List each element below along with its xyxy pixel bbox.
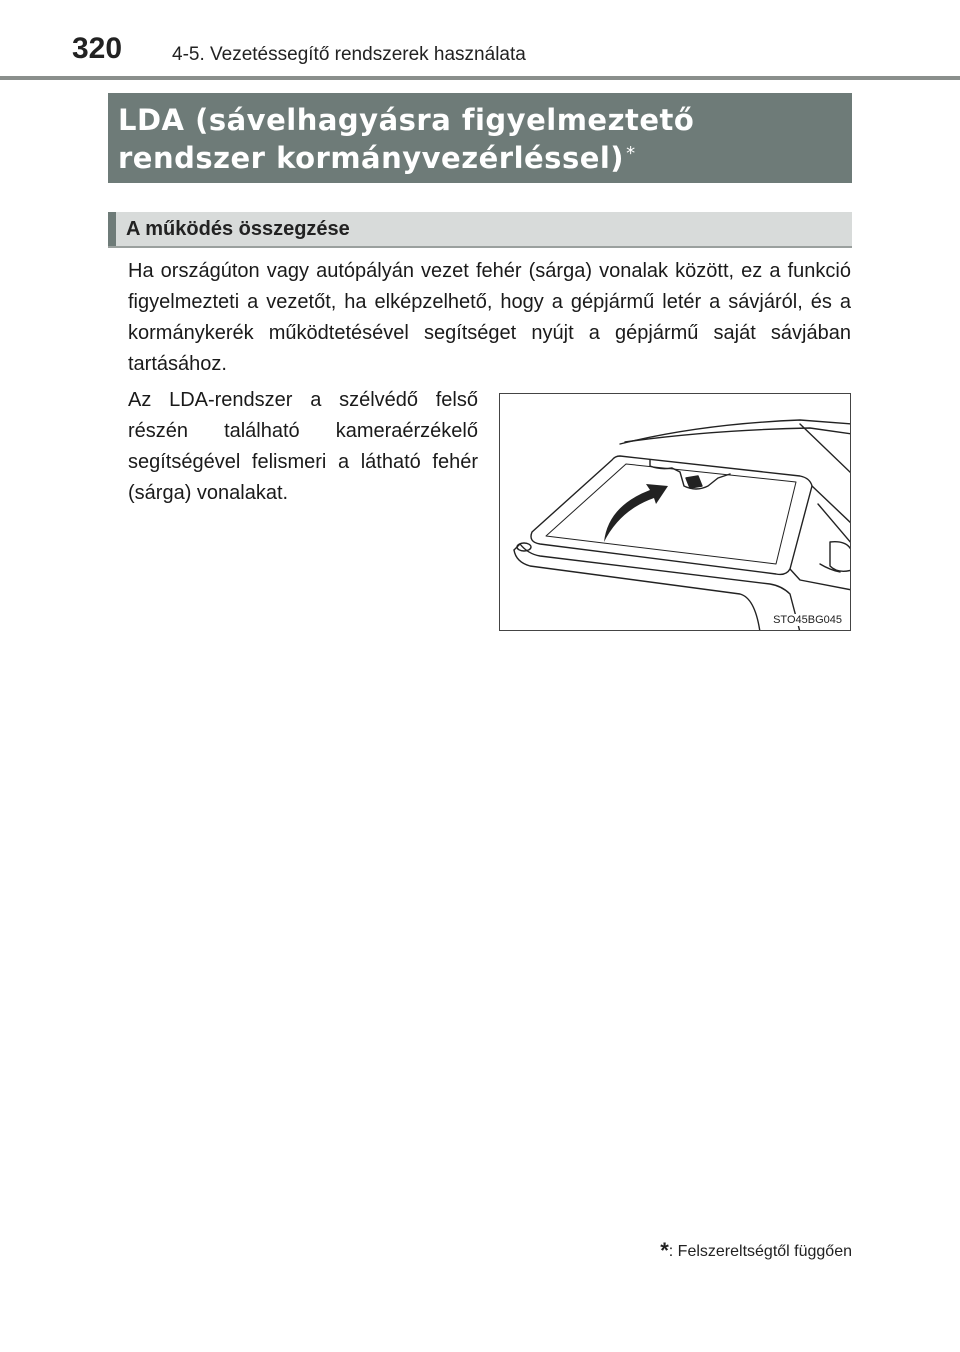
subsection-header <box>108 212 852 248</box>
section-reference: 4-5. Vezetéssegítő rendszerek használata <box>172 44 526 65</box>
body-paragraph-1: Ha országúton vagy autópályán vezet fehér (sárga) vonalak között, ez a funkció figyelmezteti a vezetőt, ha elképzelhető, hogy a gépjármű letér a sávjáról, és a kormánykerék működtetésével segítséget nyújt a gépjármű saját sávjában tartásához. <box>128 260 851 375</box>
figure-code: STO45BG045 <box>773 614 842 626</box>
arrow-icon <box>604 484 668 542</box>
footnote-marker: * <box>660 1238 669 1263</box>
windshield-camera-illustration <box>499 393 851 631</box>
footnote <box>660 1238 852 1264</box>
subsection-accent-bar <box>108 212 116 246</box>
body-paragraph-2: Az LDA-rendszer a szélvédő felső részén található kameraérzékelő segítségével felismeri a látható fehér (sárga) vonalakat. <box>128 389 478 504</box>
footnote-text: : Felszereltségtől függően <box>668 1243 852 1260</box>
windshield-illustration-svg <box>500 394 851 631</box>
section-title-text: LDA (sávelhagyásra figyelmeztető rendszer kormányvezérléssel) <box>118 103 695 175</box>
availability-marker: * <box>626 143 636 164</box>
section-title-box <box>108 93 852 183</box>
page-number: 320 <box>72 32 123 65</box>
section-title <box>118 101 848 177</box>
header-divider <box>0 76 960 80</box>
subsection-title: A működés összegzése <box>126 218 350 240</box>
